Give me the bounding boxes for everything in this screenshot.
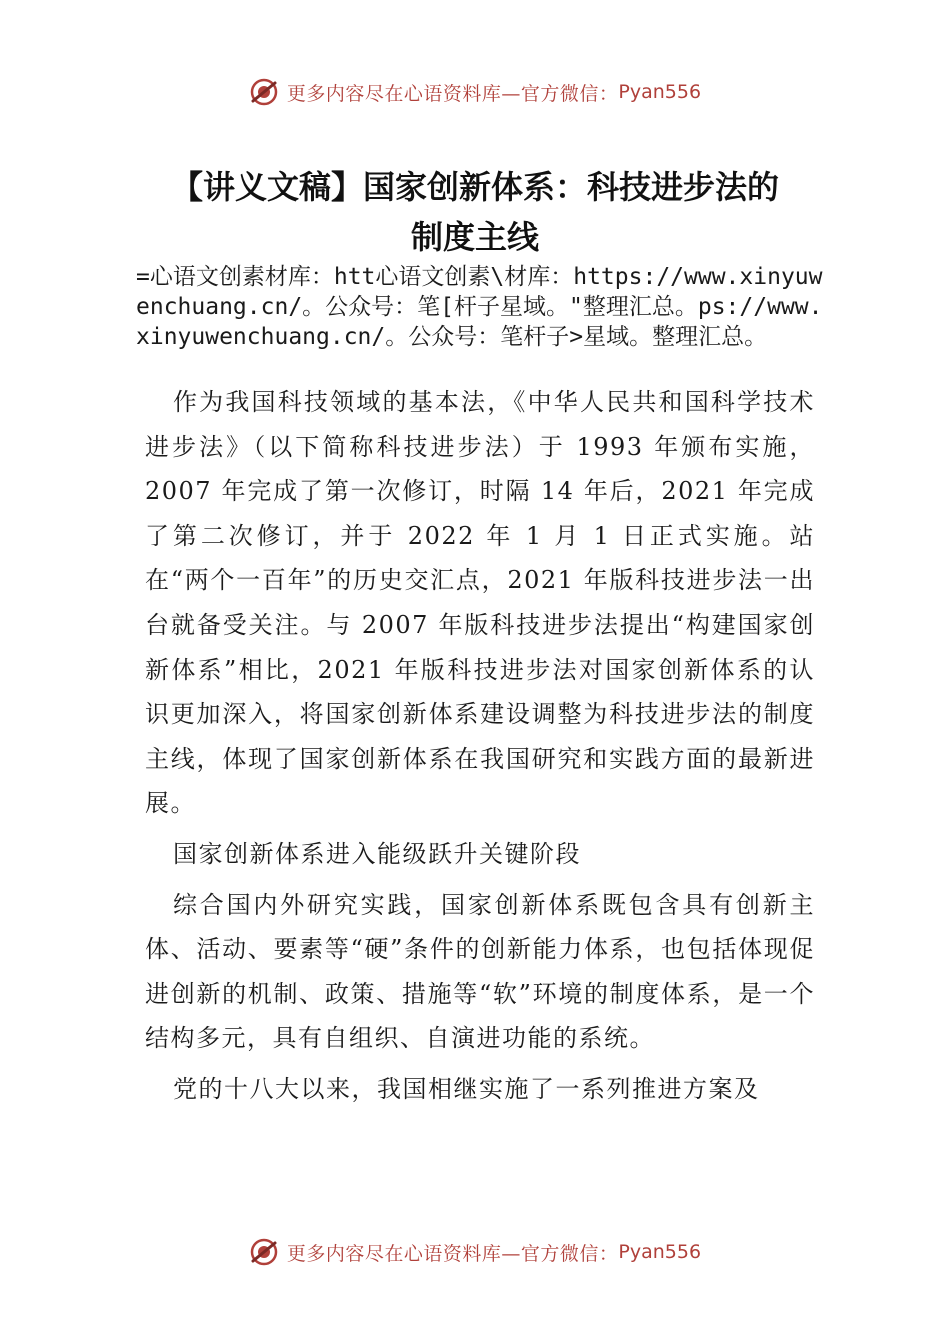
title-line-1: 【讲义文稿】国家创新体系：科技进步法的	[170, 168, 779, 206]
footer-banner-text: 更多内容尽在心语资料库—官方微信：	[286, 1242, 619, 1265]
footer-banner-contact: Pyan556	[618, 1241, 702, 1263]
paragraph-system: 综合国内外研究实践，国家创新体系既包含具有创新主体、活动、要素等“硬”条件的创新能力体系，也包括体现促进创新的机制、政策、措施等“软”环境的制度体系，是一个结构多元，具有自组织、自演进功能的系统。	[145, 890, 815, 1053]
source-note: =心语文创素材库：htt心语文创素\材库：https://www.xinyuwenchuang.cn/。公众号：笔[杆子星域。"整理汇总。ps://www.xinyuwenchuang.cn/。公众号：笔杆子>星域。整理汇总。	[136, 264, 823, 350]
header-banner	[0, 70, 950, 114]
document-title	[100, 162, 850, 262]
paragraph-intro: 作为我国科技领域的基本法，《中华人民共和国科学技术进步法》（以下简称科技进步法）于 1993 年颁布实施，2007 年完成了第一次修订，时隔 14 年后，2021 年完成了第二次修订，并于 2022 年 1 月 1 日正式实施。站在“两个一百年”的历史交汇点，2021 年版科技进步法一出台就备受关注。与 2007 年版科技进步法提出“构建国家创新体系”相比，2021 年版科技进步法对国家创新体系的认识更加深入，将国家创新体系建设调整为科技进步法的制度主线，体现了国家创新体系在我国研究和实践方面的最新进展。	[145, 388, 815, 818]
footer-banner	[0, 1230, 950, 1274]
title-line-2: 制度主线	[410, 218, 539, 256]
library-logo-icon	[249, 77, 279, 107]
paragraph-since-18th: 党的十八大以来，我国相继实施了一系列推进方案及	[173, 1074, 760, 1103]
header-banner-text: 更多内容尽在心语资料库—官方微信：	[286, 82, 619, 105]
library-logo-icon	[249, 1237, 279, 1267]
section-heading: 国家创新体系进入能级跃升关键阶段	[173, 839, 581, 868]
header-banner-contact: Pyan556	[618, 81, 702, 103]
document-body	[145, 380, 815, 1118]
